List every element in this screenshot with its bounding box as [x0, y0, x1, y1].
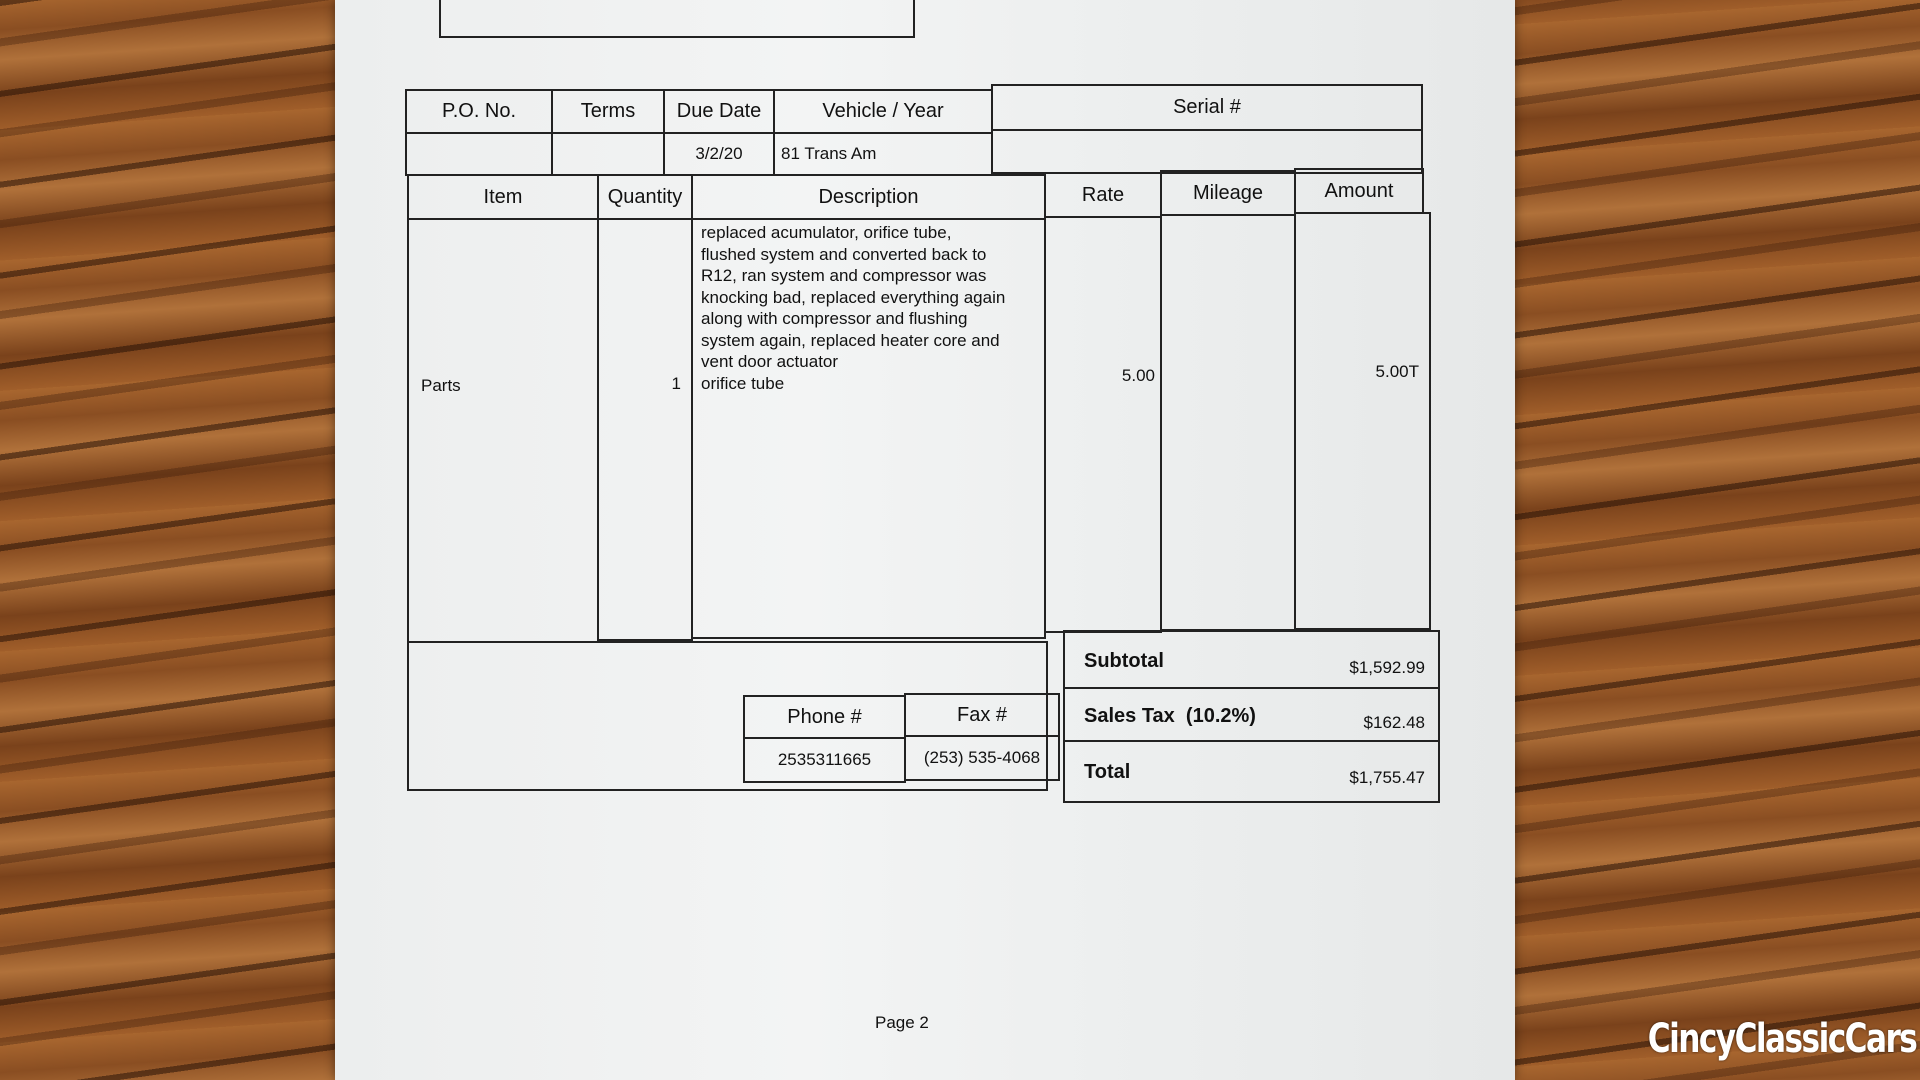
rate-column-header: Rate	[1044, 172, 1162, 218]
description-line: along with compressor and flushing	[701, 309, 968, 328]
vehicle-year-header: Vehicle / Year	[773, 89, 993, 134]
item-column-body	[407, 218, 599, 643]
po-no-header: P.O. No.	[405, 89, 553, 134]
watermark-logo: CincyClassicCars	[1647, 1016, 1916, 1062]
fax-value: (253) 535-4068	[904, 735, 1060, 781]
phone-header: Phone #	[743, 695, 906, 739]
amount-column-header: Amount	[1294, 168, 1424, 214]
description-column-header: Description	[691, 174, 1046, 220]
description-line: system again, replaced heater core and	[701, 330, 1000, 350]
row-item: Parts	[421, 376, 461, 395]
rate-column-body	[1044, 216, 1162, 633]
subtotal-value: $1,592.99	[1349, 658, 1425, 677]
invoice-page	[335, 0, 1515, 1080]
quantity-column-header: Quantity	[597, 174, 693, 220]
description-notes	[701, 222, 1046, 394]
description-line: replaced acumulator, orifice tube,	[701, 223, 952, 242]
page-number: Page 2	[875, 1013, 929, 1032]
row-rate: 5.00	[1121, 366, 1155, 385]
mileage-column-body	[1160, 214, 1296, 631]
row-quantity: 1	[671, 374, 681, 393]
due-date-value: 3/2/20	[663, 132, 775, 176]
vehicle-year-value: 81 Trans Am	[773, 132, 993, 176]
description-line: vent door actuator	[701, 352, 839, 371]
terms-value	[551, 132, 665, 176]
fax-header: Fax #	[904, 693, 1060, 737]
serial-header: Serial #	[991, 84, 1423, 131]
mileage-column-header: Mileage	[1160, 170, 1296, 216]
due-date-header: Due Date	[663, 89, 775, 134]
phone-value: 2535311665	[743, 737, 906, 783]
quantity-column-body	[597, 218, 693, 641]
sales-tax-label: Sales Tax (10.2%)	[1084, 705, 1256, 727]
sales-tax-value: $162.48	[1363, 713, 1425, 732]
item-column-header: Item	[407, 174, 599, 220]
total-value: $1,755.47	[1349, 768, 1425, 787]
row-amount: 5.00T	[1375, 362, 1419, 381]
description-line: knocking bad, replaced everything again	[701, 287, 1006, 307]
description-line: flushed system and converted back to	[701, 244, 987, 264]
po-no-value	[405, 132, 553, 176]
subtotal-label: Subtotal	[1084, 650, 1164, 672]
address-box	[439, 0, 915, 38]
description-line: R12, ran system and compressor was	[701, 266, 987, 285]
total-label: Total	[1084, 761, 1131, 783]
amount-column-body	[1294, 212, 1431, 630]
row-description: orifice tube	[701, 373, 785, 393]
terms-header: Terms	[551, 89, 665, 134]
